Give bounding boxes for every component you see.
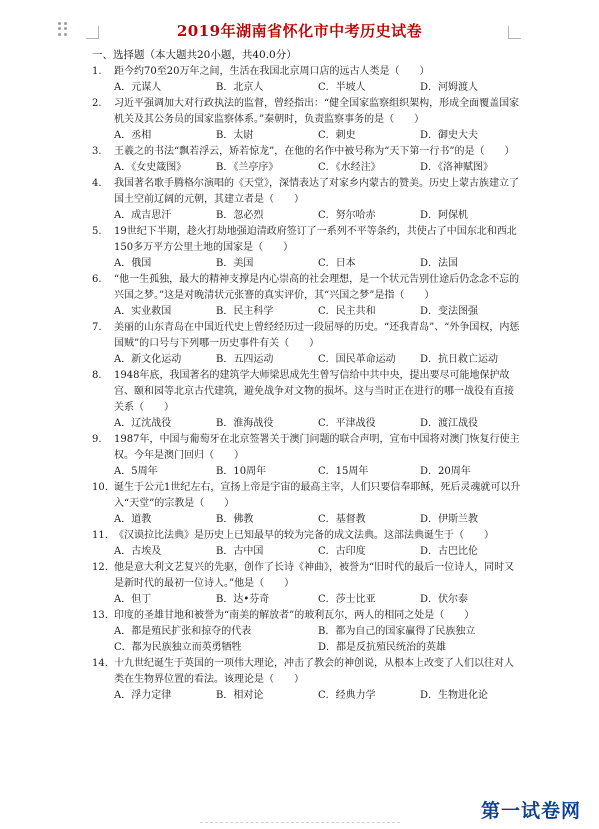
answer-option[interactable]: A．浮力定律 [114, 690, 172, 701]
answer-option[interactable]: D．20周年 [420, 466, 471, 477]
option-group [114, 304, 522, 320]
question-item [92, 224, 522, 272]
question-item [92, 320, 522, 368]
answer-option[interactable]: B．达•芬奇 [216, 594, 270, 605]
answer-option[interactable]: B．10周年 [216, 466, 267, 477]
answer-option[interactable]: C．半坡人 [318, 82, 366, 93]
answer-option[interactable]: A．实业救国 [114, 306, 172, 317]
answer-option[interactable]: C．莎士比亚 [318, 594, 376, 605]
answer-option[interactable]: C．平津战役 [318, 418, 376, 429]
answer-option[interactable]: D．生物进化论 [420, 690, 489, 701]
answer-option[interactable]: D．河姆渡人 [420, 82, 479, 93]
answer-option[interactable]: D．抗日救亡运动 [420, 354, 499, 365]
answer-option[interactable]: C．都为民族独立而英勇牺牲 [114, 642, 242, 653]
answer-option[interactable]: D．变法图强 [420, 306, 479, 317]
answer-option[interactable]: B．古中国 [216, 546, 264, 557]
question-number: 8. [92, 370, 102, 381]
answer-option[interactable]: C．基督教 [318, 514, 366, 525]
answer-option[interactable]: B．民主科学 [216, 306, 274, 317]
question-number: 11. [92, 530, 108, 541]
answer-option[interactable]: B．相对论 [216, 690, 264, 701]
question-number: 7. [92, 322, 102, 333]
answer-option[interactable]: B．《兰亭序》 [216, 162, 279, 173]
footer-divider [200, 822, 400, 827]
question-item [92, 64, 522, 96]
question-number: 13. [92, 610, 108, 621]
answer-option[interactable]: B．太尉 [216, 130, 254, 141]
question-stem: 19世纪下半期，趁火打劫地强迫清政府签订了一系列不平等条约，共使占了中国东北和西北150多万平方公里土地的国家是（ ） [114, 226, 517, 253]
document-title: 2019年湖南省怀化市中考历史试卷 [176, 22, 423, 40]
answer-option[interactable]: A．5周年 [114, 466, 158, 477]
option-group [114, 128, 522, 144]
question-stem: 《汉谟拉比法典》是历史上已知最早的较为完备的成文法典。这部法典诞生于（ ） [114, 530, 494, 541]
question-item [92, 432, 522, 480]
option-group [114, 624, 522, 656]
question-number: 9. [92, 434, 102, 445]
answer-option[interactable]: D．古巴比伦 [420, 546, 479, 557]
question-item [92, 480, 522, 528]
question-item [92, 560, 522, 608]
question-stem: 王羲之的书法“飘若浮云，矫若惊龙”，在他的名作中被号称为“天下第一行书”的是（ ） [114, 146, 515, 157]
option-group [114, 512, 522, 528]
answer-option[interactable]: A．辽沈战役 [114, 418, 172, 429]
question-item [92, 144, 522, 176]
answer-option[interactable]: B．淮海战役 [216, 418, 274, 429]
answer-option[interactable]: D．《洛神赋图》 [420, 162, 494, 173]
question-stem: “他一生孤独，最大的精神支撑是内心崇高的社会理想，是一个状元告别仕途后仍念念不忘的兴国之梦。”这是对晚清状元张謇的真实评价，其“兴国之梦”是指（ ） [114, 274, 520, 301]
answer-option[interactable]: B．忽必烈 [216, 210, 264, 221]
site-logo: 第一试卷网 [480, 800, 581, 822]
answer-option[interactable]: B．美国 [216, 258, 254, 269]
answer-option[interactable]: A．道教 [114, 514, 152, 525]
question-item [92, 272, 522, 320]
answer-option[interactable]: A．丞相 [114, 130, 152, 141]
answer-option[interactable]: A．成吉思汗 [114, 210, 172, 221]
question-number: 1. [92, 66, 102, 77]
answer-option[interactable]: A．都是殖民扩张和掠夺的代表 [114, 626, 252, 637]
question-item [92, 368, 522, 432]
question-stem: 印度的圣雄甘地和被誉为“南美的解放者”的玻利瓦尔，两人的相同之处是（ ） [114, 610, 475, 621]
answer-option[interactable]: C．国民革命运动 [318, 354, 396, 365]
question-number: 4. [92, 178, 102, 189]
question-stem: 1987年，中国与葡萄牙在北京签署关于澳门问题的联合声明，宣布中国将对澳门恢复行使主权。今年是澳门回归（ ） [114, 434, 520, 461]
answer-option[interactable]: A．但丁 [114, 594, 152, 605]
answer-option[interactable]: D．都是反抗殖民统治的英雄 [318, 642, 447, 653]
answer-option[interactable]: B．五四运动 [216, 354, 274, 365]
question-list [92, 64, 522, 704]
question-number: 2. [92, 98, 102, 109]
question-number: 3. [92, 146, 102, 157]
answer-option[interactable]: C．民主共和 [318, 306, 376, 317]
option-group [114, 352, 522, 368]
question-stem: 十九世纪诞生于英国的一项伟大理论，冲击了教会的神创说，从根本上改变了人们以往对人类在生物界位置的看法。该理论是（ ） [114, 658, 514, 685]
question-item [92, 656, 522, 704]
answer-option[interactable]: A．古埃及 [114, 546, 162, 557]
question-stem: 他是意大利文艺复兴的先驱，创作了长诗《神曲》，被誉为“旧时代的最后一位诗人，同时又是新时代的最初一位诗人。”他是（ ） [114, 562, 515, 589]
answer-option[interactable]: D．阿保机 [420, 210, 469, 221]
answer-option[interactable]: A．新文化运动 [114, 354, 182, 365]
question-number: 6. [92, 274, 102, 285]
question-item [92, 176, 522, 224]
question-number: 14. [92, 658, 108, 669]
question-stem: 我国著名歌手腾格尔演唱的《天堂》，深情表达了对家乡内蒙古的赞美。历史上蒙古族建立了国土空前辽阔的元朝，其建立者是（ ） [114, 178, 519, 205]
answer-option[interactable]: B．都为自己的国家赢得了民族独立 [318, 626, 476, 637]
answer-option[interactable]: C．努尔哈赤 [318, 210, 376, 221]
question-item [92, 528, 522, 560]
answer-option[interactable]: D．伏尔泰 [420, 594, 469, 605]
answer-option[interactable]: C．15周年 [318, 466, 369, 477]
option-group [114, 592, 522, 608]
option-group [114, 416, 522, 432]
question-stem: 1948年底，我国著名的建筑学大师梁思成先生曾写信给中共中央，提出要尽可能地保护故宫、颐和园等北京古代建筑，避免战争对文物的损坏。这与当时正在进行的哪一战役有直接关系（ ） [114, 370, 514, 413]
answer-option[interactable]: B．北京人 [216, 82, 264, 93]
answer-option[interactable]: D．伊斯兰教 [420, 514, 479, 525]
answer-option[interactable]: B．佛教 [216, 514, 254, 525]
answer-option[interactable]: D．御史大夫 [420, 130, 479, 141]
option-group [114, 544, 522, 560]
answer-option[interactable]: C．古印度 [318, 546, 366, 557]
option-group [114, 80, 522, 96]
option-group [114, 256, 522, 272]
question-stem: 距今约70至20万年之间，生活在我国北京周口店的远古人类是（ ） [114, 66, 430, 77]
answer-option[interactable]: D．法国 [420, 258, 459, 269]
question-number: 5. [92, 226, 102, 237]
question-stem: 美丽的山东青岛在中国近代史上曾经经历过一段屈辱的历史。“还我青岛”、“外争国权，内惩国贼”的口号与下列哪一历史事件有关（ ） [114, 322, 520, 349]
question-item [92, 96, 522, 144]
question-item [92, 608, 522, 656]
option-group [114, 464, 522, 480]
answer-option[interactable]: A．俄国 [114, 258, 152, 269]
answer-option[interactable]: C．日本 [318, 258, 356, 269]
answer-option[interactable]: A．《女史箴图》 [114, 162, 187, 173]
answer-option[interactable]: D．渡江战役 [420, 418, 479, 429]
answer-option[interactable]: C．《水经注》 [318, 162, 381, 173]
question-stem: 诞生于公元1世纪左右，宣扬上帝是宇宙的最高主宰，人们只要信奉耶稣，死后灵魂就可以升入“天堂”的宗教是（ ） [114, 482, 521, 509]
section-heading: 一、选择题（本大题共20小题，共40.0分） [92, 49, 297, 61]
option-group [114, 160, 522, 176]
question-number: 12. [92, 562, 108, 573]
question-stem: 习近平强调加大对行政执法的监督，曾经指出：“健全国家监察组织架构，形成全面覆盖国家机关及其公务员的国家监察体系。”秦朝时，负责监察事务的是（ ） [114, 98, 520, 125]
option-group [114, 688, 522, 704]
answer-option[interactable]: C．经典力学 [318, 690, 376, 701]
answer-option[interactable]: A．元谋人 [114, 82, 162, 93]
option-group [114, 208, 522, 224]
question-number: 10. [92, 482, 108, 493]
answer-option[interactable]: C．刺史 [318, 130, 356, 141]
